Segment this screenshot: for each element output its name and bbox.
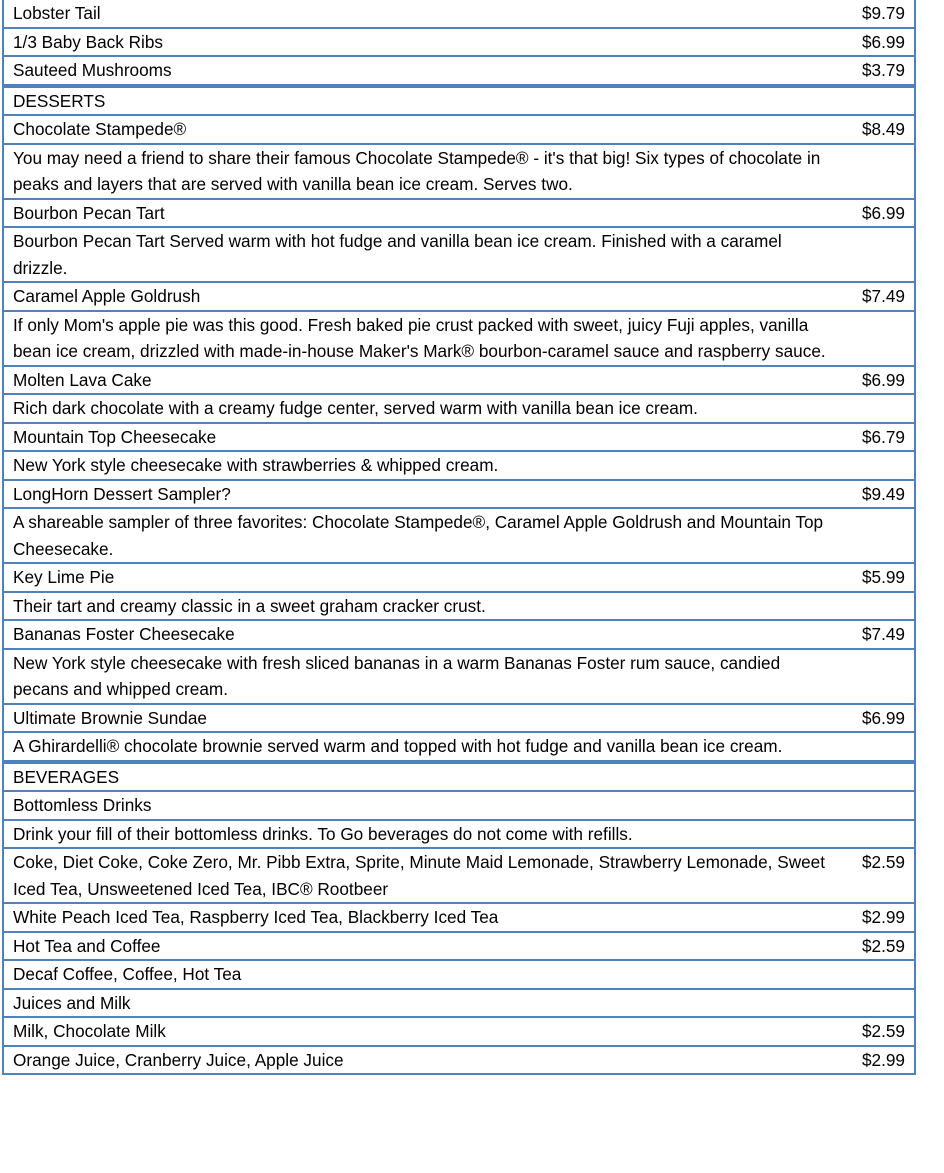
- item-name: Sauteed Mushrooms: [13, 60, 172, 80]
- group-title: Decaf Coffee, Coffee, Hot Tea: [13, 964, 242, 984]
- menu-item-row: [4, 703, 914, 732]
- item-description: If only Mom's apple pie was this good. Fresh baked pie crust packed with sweet, juicy Fuji apples, vanilla bean ice cream, drizzled with made-in-house Maker's Mark® bourbon-caramel sauce and raspberry sauce.: [13, 314, 826, 361]
- item-name: Ultimate Brownie Sundae: [13, 707, 207, 728]
- menu-item-row: [4, 55, 914, 84]
- item-description: A Ghirardelli® chocolate brownie served warm and topped with hot fudge and vanilla bean ice cream.: [13, 736, 783, 756]
- menu-item-row: [4, 1016, 914, 1045]
- item-name: Lobster Tail: [13, 3, 101, 23]
- item-description: A shareable sampler of three favorites: Chocolate Stampede®, Caramel Apple Goldrush and Mountain Top Cheesecake.: [13, 512, 824, 559]
- item-name: Orange Juice, Cranberry Juice, Apple Juice: [13, 1049, 344, 1070]
- menu-item-row: [4, 422, 914, 451]
- item-price: $9.49: [861, 483, 905, 504]
- item-description-row: [4, 819, 914, 848]
- item-name: Coke, Diet Coke, Coke Zero, Mr. Pibb Extra, Sprite, Minute Maid Lemonade, Strawberry Lemonade, Sweet Iced Tea, Unsweetened Iced Tea, IBC® Rootbeer: [13, 852, 825, 899]
- item-name: Caramel Apple Goldrush: [13, 286, 201, 306]
- group-title: Juices and Milk: [13, 992, 131, 1013]
- item-price: $2.99: [861, 1049, 905, 1070]
- menu-item-row: [4, 479, 914, 508]
- item-description: New York style cheesecake with fresh sliced bananas in a warm Bananas Foster rum sauce, candied pecans and whipped cream.: [13, 652, 781, 699]
- item-price: $6.79: [861, 426, 905, 447]
- item-price: $2.59: [861, 1021, 905, 1041]
- item-name: Chocolate Stampede®: [13, 119, 187, 139]
- menu-table: [2, 0, 916, 1075]
- item-price: $6.99: [861, 707, 905, 728]
- item-description-row: [4, 591, 914, 620]
- item-description: Bourbon Pecan Tart Served warm with hot fudge and vanilla bean ice cream. Finished with a caramel drizzle.: [13, 231, 782, 278]
- item-price: $8.49: [861, 119, 905, 139]
- menu-item-row: [4, 27, 914, 56]
- menu-item-row: [4, 619, 914, 648]
- group-header-row: [4, 988, 914, 1017]
- item-description-row: [4, 507, 914, 562]
- group-header-row: [4, 790, 914, 819]
- item-price: $6.99: [861, 369, 905, 390]
- item-description-row: [4, 450, 914, 479]
- item-price: $7.49: [861, 624, 905, 644]
- item-description-row: [4, 648, 914, 703]
- item-description-row: [4, 731, 914, 760]
- item-name: 1/3 Baby Back Ribs: [13, 31, 163, 52]
- item-description-row: [4, 393, 914, 422]
- menu-item-row: [4, 847, 914, 902]
- item-name: Bananas Foster Cheesecake: [13, 624, 235, 644]
- item-description: Rich dark chocolate with a creamy fudge center, served warm with vanilla bean ice cream.: [13, 398, 698, 418]
- section-title: BEVERAGES: [13, 766, 120, 787]
- section-header-row: [4, 760, 914, 791]
- menu-item-row: [4, 365, 914, 394]
- item-name: Molten Lava Cake: [13, 369, 152, 390]
- menu-item-row: [4, 198, 914, 227]
- item-name: Hot Tea and Coffee: [13, 935, 161, 956]
- item-price: $2.59: [861, 852, 905, 872]
- item-description-row: [4, 143, 914, 198]
- item-price: $6.99: [861, 31, 905, 52]
- menu-item-row: [4, 931, 914, 960]
- item-name: Milk, Chocolate Milk: [13, 1021, 166, 1041]
- item-description: Drink your fill of their bottomless drinks. To Go beverages do not come with refills.: [13, 823, 633, 844]
- item-description: Their tart and creamy classic in a sweet graham cracker crust.: [13, 595, 486, 616]
- group-title: Bottomless Drinks: [13, 795, 152, 815]
- menu-item-row: [4, 114, 914, 143]
- item-name: LongHorn Dessert Sampler?: [13, 483, 231, 504]
- menu-item-row: [4, 281, 914, 310]
- item-price: $2.59: [861, 935, 905, 956]
- item-description: You may need a friend to share their famous Chocolate Stampede® - it's that big! Six types of chocolate in peaks and layers that are served with vanilla bean ice cream. Serves two.: [13, 147, 821, 194]
- group-header-row: [4, 959, 914, 988]
- menu-item-row: [4, 902, 914, 931]
- item-description: New York style cheesecake with strawberries & whipped cream.: [13, 455, 499, 475]
- item-price: $9.79: [861, 3, 905, 23]
- item-price: $3.79: [861, 60, 905, 80]
- item-name: White Peach Iced Tea, Raspberry Iced Tea, Blackberry Iced Tea: [13, 907, 499, 927]
- menu-item-row: [4, 562, 914, 591]
- menu-item-row: [4, 0, 914, 27]
- item-price: $2.99: [861, 907, 905, 927]
- menu-item-row: [4, 1045, 914, 1074]
- item-price: $5.99: [861, 567, 905, 587]
- section-title: DESSERTS: [13, 90, 106, 111]
- item-name: Bourbon Pecan Tart: [13, 202, 165, 223]
- item-name: Mountain Top Cheesecake: [13, 426, 217, 447]
- item-price: $6.99: [861, 202, 905, 223]
- item-description-row: [4, 226, 914, 281]
- section-header-row: [4, 84, 914, 115]
- item-description-row: [4, 310, 914, 365]
- item-price: $7.49: [861, 286, 905, 306]
- item-name: Key Lime Pie: [13, 567, 115, 587]
